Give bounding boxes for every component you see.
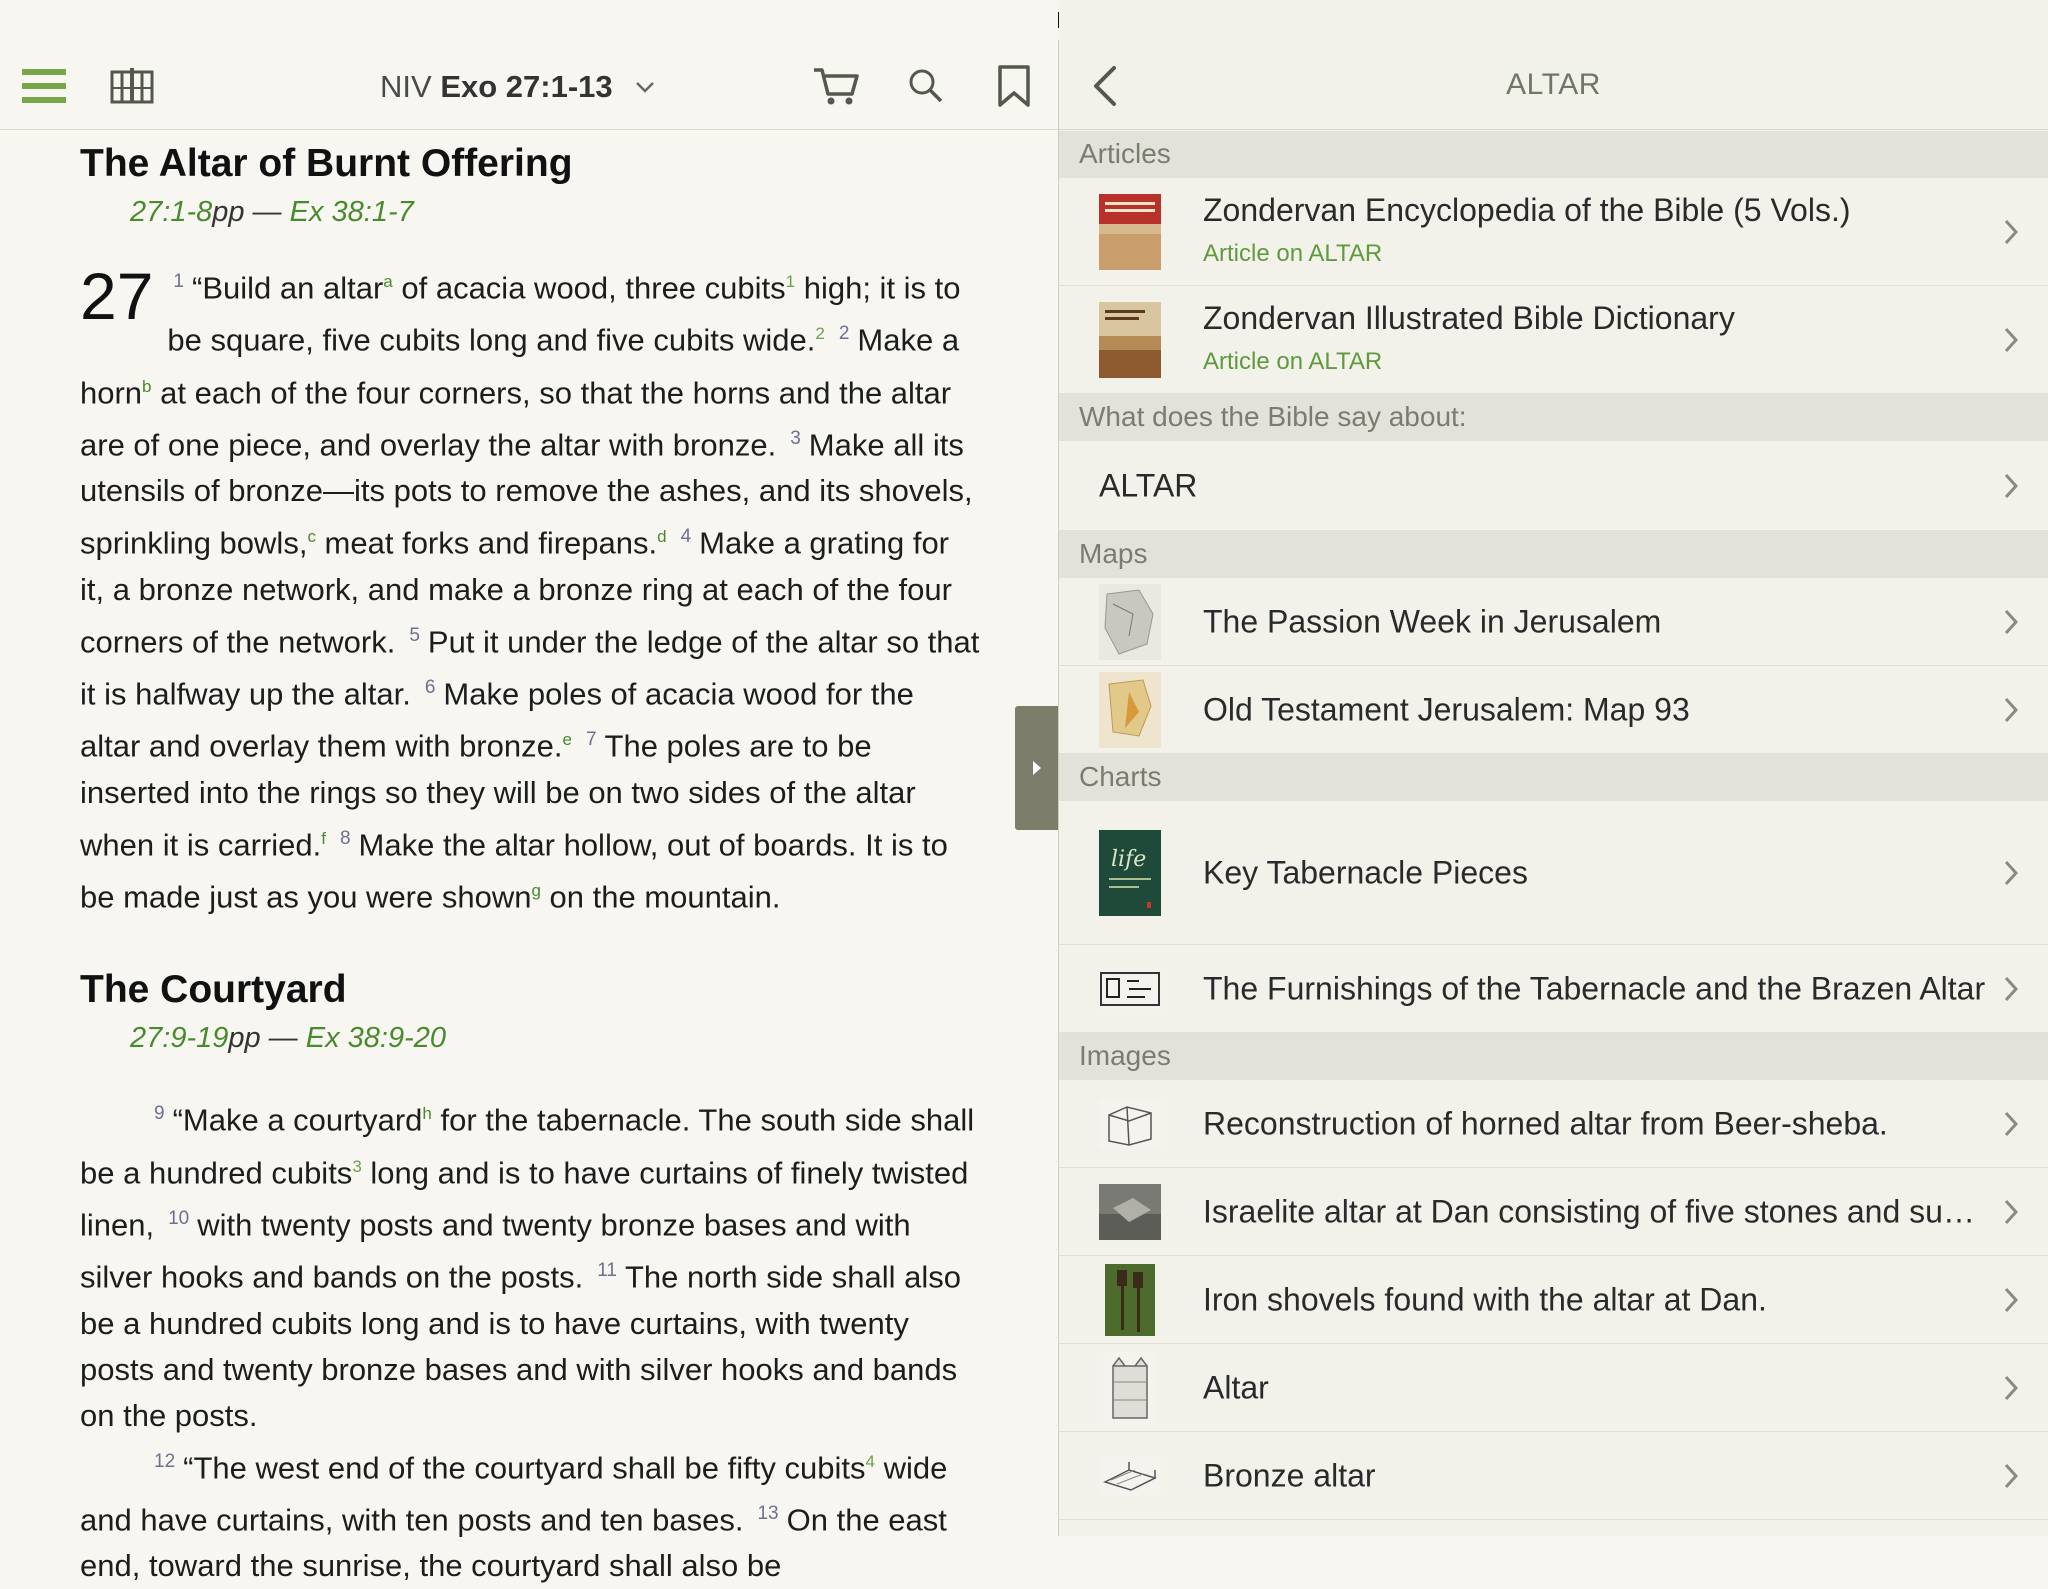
panel-title: ALTAR [1506, 68, 1601, 101]
scripture-text [80, 132, 980, 1589]
sketch-thumbnail [1099, 1099, 1161, 1149]
list-item-title: ALTAR [1099, 467, 1198, 503]
topic-list [1059, 131, 2048, 1520]
search-icon[interactable] [902, 62, 950, 110]
footnote-marker[interactable]: c [307, 527, 316, 547]
list-item[interactable] [1059, 1168, 2048, 1256]
verse-block: 27 $^1$ “Build an altar$^a$ of acacia wood, three cubits$^1$ high; it is to be square, five cubits long and five cubits wide.$^2$ $^2$ Make a horn$^b$ at each of the four corners, so that the horns and the altar are of one piece, and overlay the altar with bronze. $^3$ Make all its utensils of bronze—its pots to remove the ashes, and its shovels, sprinkling bowls,$^c$ meat forks and firepans.$^d$ $^4$ Make a grating for it, a bronze network, and make a bronze ring at each of the four corners of the network. $^5$ Put it under the ledge of the altar so that it is halfway up the altar. $^6$ Make poles of acacia wood for the altar and overlay them with bronze.$^e$ $^7$ The poles are to be inserted into the rings so they will be on two sides of the altar when it is carried.$^f$ $^8$ Make the altar hollow, out of boards. It is to be made just as you were shown$^g$ on the mountain. [80, 259, 980, 915]
footnote-marker[interactable]: 1 [785, 272, 796, 291]
list-item-title: Israelite altar at Dan consisting of five stones and su… [1203, 1193, 1975, 1229]
verse-number: 5 [409, 624, 420, 646]
chevron-right-icon [2002, 1197, 2020, 1227]
library-books-icon[interactable] [108, 62, 156, 110]
bible-version: NIV [380, 69, 432, 104]
verse-number: 10 [168, 1207, 190, 1229]
verse-number: 2 [838, 323, 850, 345]
footnote-marker[interactable]: d [657, 527, 667, 547]
list-item[interactable] [1059, 945, 2048, 1033]
altar-sketch-thumbnail [1103, 1352, 1157, 1424]
footnote-marker[interactable]: h [422, 1104, 432, 1124]
footnote-marker[interactable]: 2 [815, 324, 825, 344]
panel-toolbar [1059, 40, 2048, 130]
chevron-right-icon [2002, 1373, 2020, 1403]
verse-number: 12 [154, 1450, 176, 1472]
list-item-title: Iron shovels found with the altar at Dan. [1203, 1281, 1767, 1317]
chevron-right-icon [2002, 695, 2020, 725]
dictionary-cover-thumbnail [1099, 302, 1161, 378]
footnote-marker[interactable]: b [142, 376, 152, 396]
footnote-marker[interactable]: f [321, 828, 326, 848]
section-header-charts: Charts [1059, 754, 2048, 801]
section-heading: The Altar of Burnt Offering [80, 142, 573, 185]
section-header-bible: What does the Bible say about: [1059, 394, 2048, 441]
list-item[interactable] [1059, 178, 2048, 286]
verse-block: $^9$ “Make a courtyard$^h$ for the tabernacle. The south side shall be a hundred cubits$^3$ long and is to have curtains of finely twisted linen, $^{10}$ with twenty posts and twenty bronze bases and with silver hooks and bands on the posts. $^{11}$ The north side shall also be a hundred cubits long and is to have curtains, with twenty posts and twenty bronze bases and with silver hooks and bands on the posts. $^{12}$ “The west end of the courtyard shall be fifty cubits$^4$ wide and have curtains, with ten posts and ten bases. $^{13}$ On the east end, toward the sunrise, the courtyard shall also be [80, 1102, 975, 1584]
passage-reference: Exo 27:1-13 [440, 69, 613, 104]
footnote-marker[interactable]: 3 [352, 1156, 362, 1176]
list-item-title: Bronze altar [1203, 1457, 1376, 1493]
list-item[interactable] [1059, 801, 2048, 945]
chevron-right-icon [2002, 858, 2020, 888]
section-header-images: Images [1059, 1033, 2048, 1080]
hamburger-menu-icon[interactable] [20, 62, 68, 110]
chevron-right-icon [2002, 1285, 2020, 1315]
bronze-altar-sketch-thumbnail [1099, 1456, 1161, 1496]
verse-number: 8 [339, 827, 351, 849]
verse-number: 9 [154, 1103, 165, 1125]
photo-thumbnail [1099, 1184, 1161, 1240]
list-item[interactable] [1059, 1256, 2048, 1344]
bookmark-icon[interactable] [990, 62, 1038, 110]
list-item-title: Zondervan Illustrated Bible Dictionary [1203, 300, 1735, 336]
verse-number: 13 [757, 1502, 779, 1524]
verse-number: 4 [680, 526, 692, 548]
section-heading: The Courtyard [80, 968, 347, 1012]
list-item[interactable] [1059, 666, 2048, 754]
list-item[interactable] [1059, 1432, 2048, 1520]
map-thumbnail [1099, 672, 1161, 748]
verse-number: 7 [585, 729, 597, 751]
shopping-cart-icon[interactable] [812, 62, 860, 110]
topic-panel [1059, 0, 2048, 1536]
section-header-articles: Articles [1059, 131, 2048, 178]
verse-number: 6 [424, 676, 436, 698]
verse-number: 3 [790, 427, 801, 449]
list-item-subtitle: Article on ALTAR [1203, 348, 1383, 375]
list-item-title: Key Tabernacle Pieces [1203, 854, 1528, 890]
chapter-number: 27 [80, 259, 154, 333]
chevron-right-icon [2002, 325, 2020, 355]
list-item-title: The Furnishings of the Tabernacle and the Brazen Altar [1203, 970, 1986, 1006]
section-header-maps: Maps [1059, 531, 2048, 578]
list-item[interactable] [1059, 578, 2048, 666]
parallel-reference[interactable]: 27:9-19pp — Ex 38:9-20 [130, 1022, 447, 1055]
verse-number: 11 [597, 1260, 617, 1282]
map-thumbnail [1099, 584, 1161, 660]
chevron-right-icon [2002, 974, 2020, 1004]
svg-text:life: life [1111, 846, 1147, 872]
list-item-title: Zondervan Encyclopedia of the Bible (5 Vols.) [1203, 192, 1851, 228]
study-bible-cover-thumbnail [1099, 830, 1161, 916]
list-item-subtitle: Article on ALTAR [1203, 240, 1383, 267]
chevron-down-icon [633, 79, 657, 95]
chevron-right-icon [2002, 1109, 2020, 1139]
list-item-title: Altar [1203, 1369, 1269, 1405]
footnote-marker[interactable]: a [383, 272, 393, 291]
list-item[interactable] [1059, 286, 2048, 394]
photo-thumbnail [1105, 1264, 1155, 1336]
list-item[interactable] [1059, 1344, 2048, 1432]
footnote-marker[interactable]: g [531, 880, 541, 900]
footnote-marker[interactable]: e [562, 730, 572, 750]
chevron-right-icon [2002, 471, 2020, 501]
list-item[interactable] [1059, 1080, 2048, 1168]
chevron-right-icon [2002, 217, 2020, 247]
passage-reference-selector[interactable] [380, 66, 657, 108]
caret-right-icon [1031, 759, 1043, 777]
reader-toolbar [0, 40, 1058, 130]
panel-toggle-handle[interactable] [1015, 706, 1058, 830]
chevron-right-icon [2002, 607, 2020, 637]
list-item[interactable] [1059, 441, 2048, 531]
list-item-title: Old Testament Jerusalem: Map 93 [1203, 691, 1690, 727]
verse-number: 1 [173, 271, 184, 292]
footnote-marker[interactable]: 4 [865, 1451, 875, 1471]
encyclopedia-cover-thumbnail [1099, 194, 1161, 270]
list-item-title: The Passion Week in Jerusalem [1203, 603, 1662, 639]
diagram-thumbnail [1099, 969, 1161, 1009]
chevron-right-icon [2002, 1461, 2020, 1491]
list-item-title: Reconstruction of horned altar from Beer-sheba. [1203, 1105, 1888, 1141]
parallel-reference[interactable]: 27:1-8pp — Ex 38:1-7 [130, 196, 414, 228]
